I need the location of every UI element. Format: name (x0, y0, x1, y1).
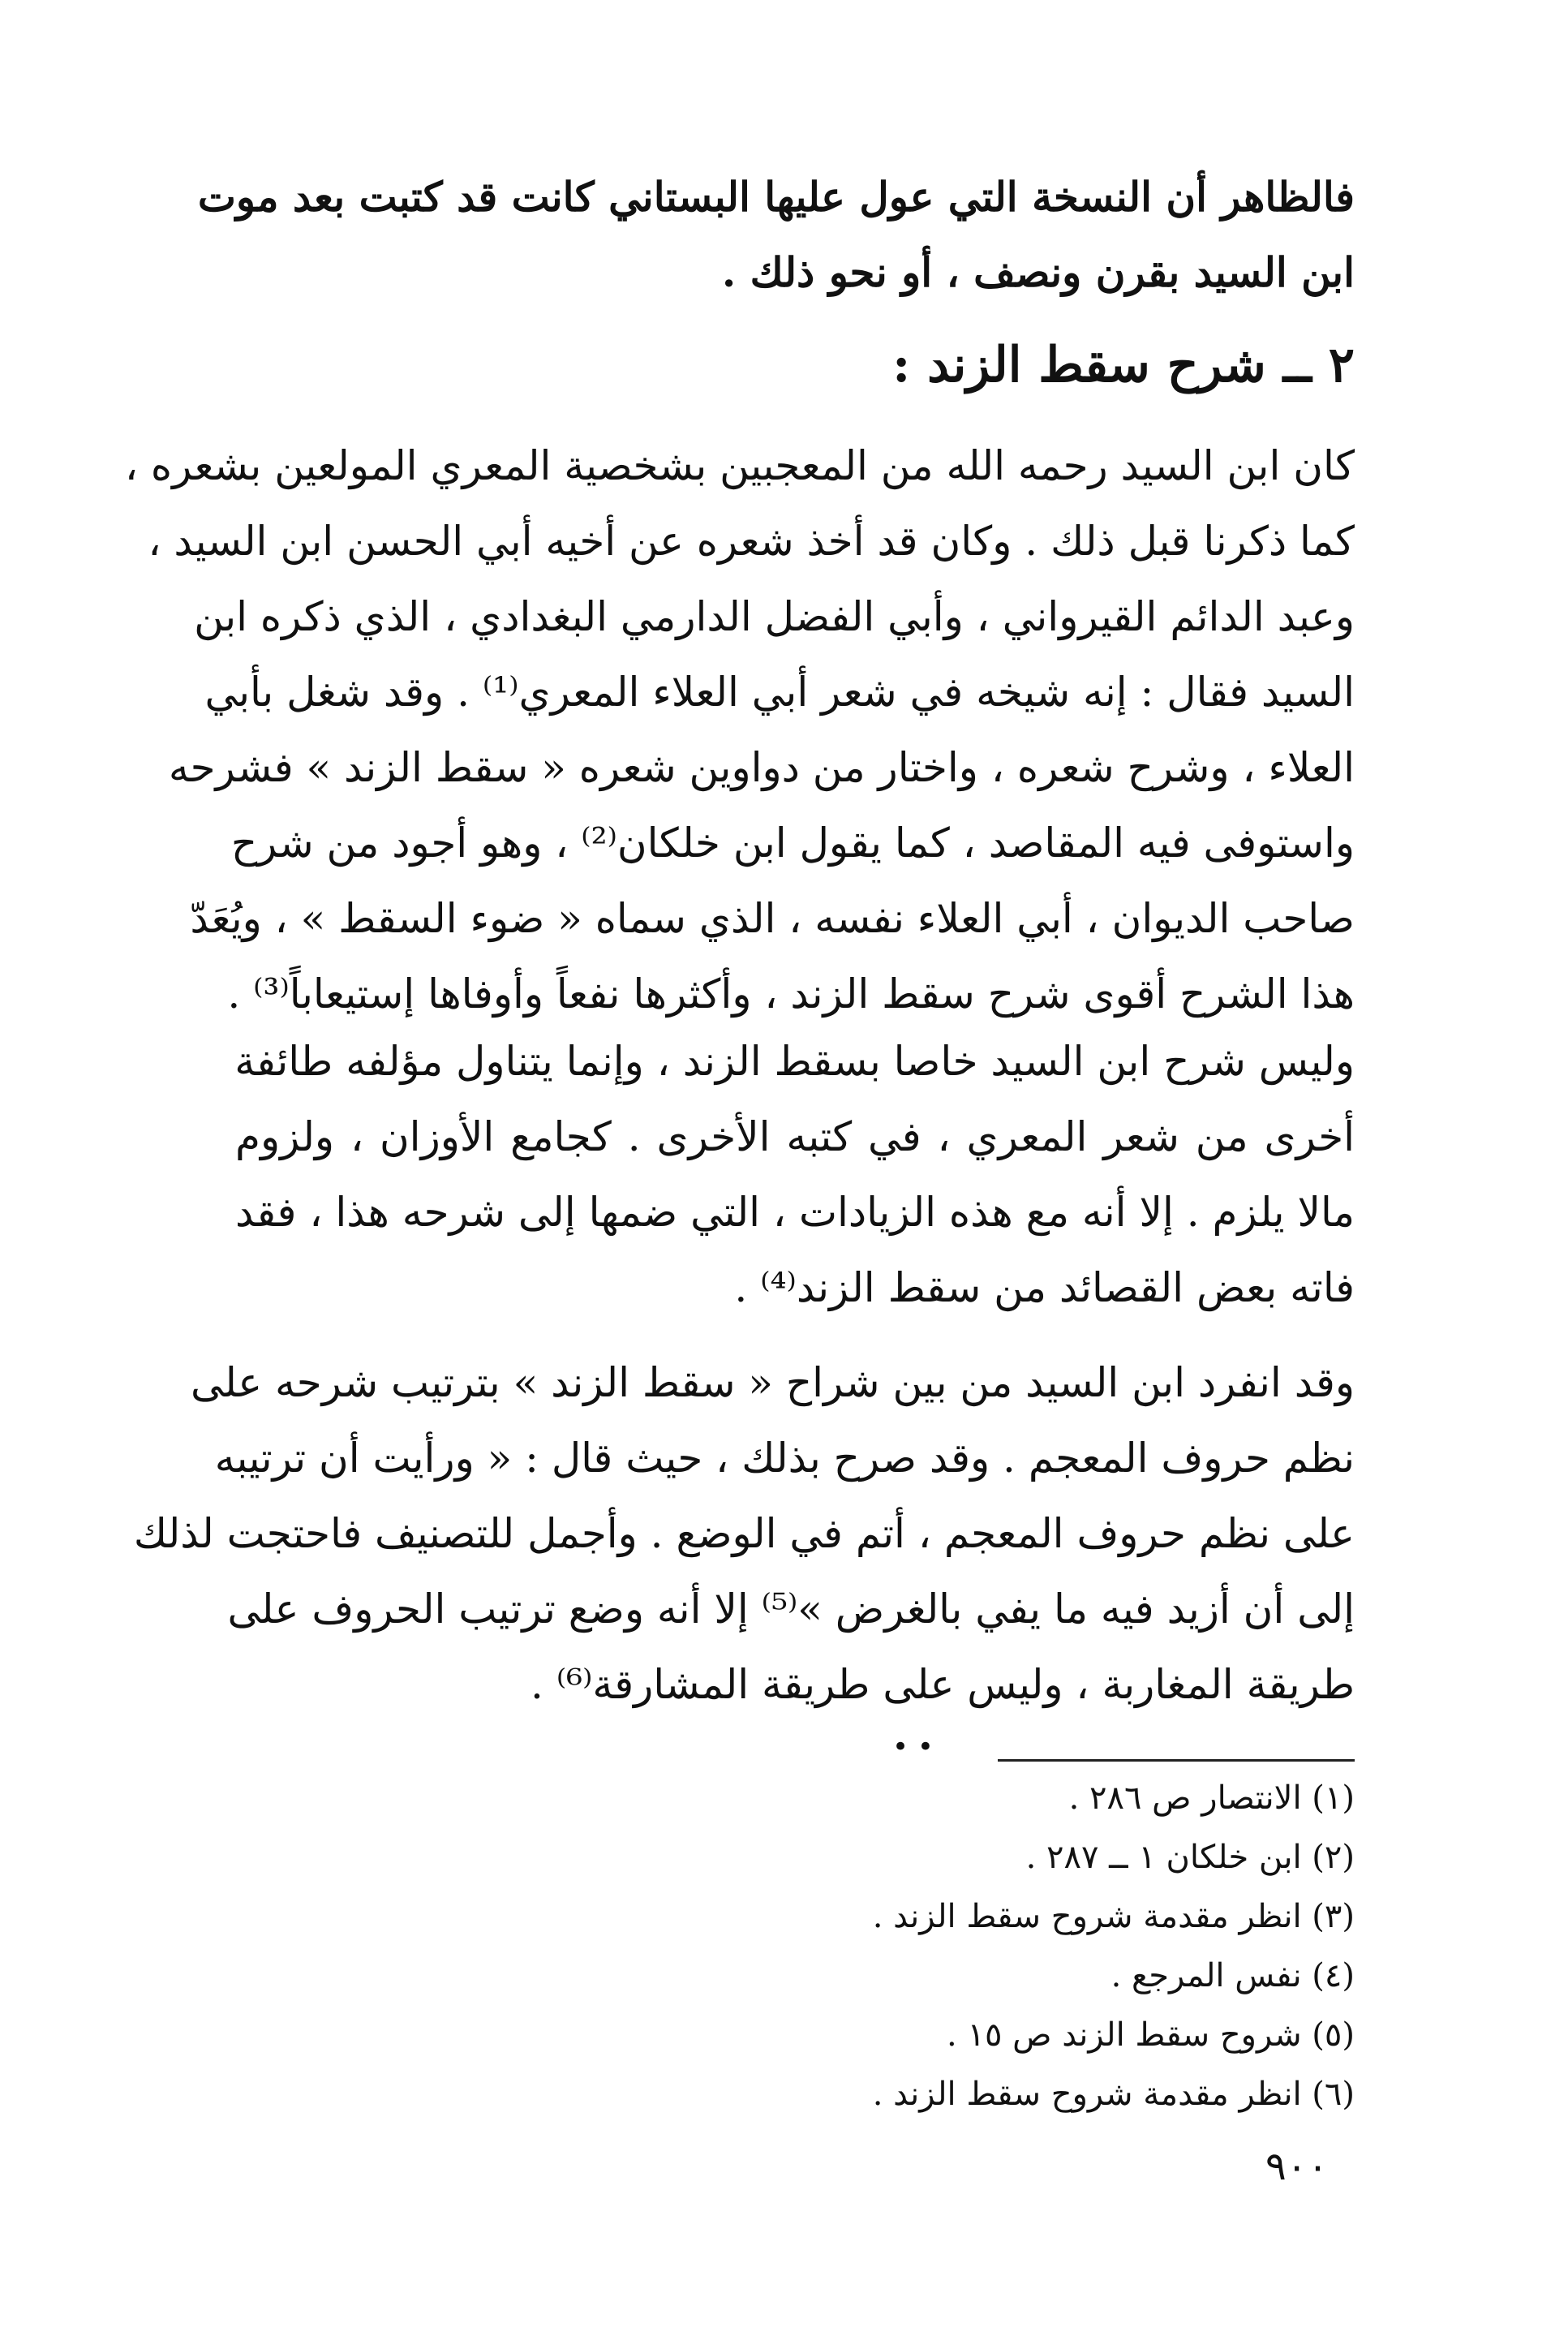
section-heading: ٢ ــ شرح سقط الزند : (892, 337, 1355, 394)
text-line: على نظم حروف المعجم ، أتم في الوضع . وأجمل للتصنيف فاحتجت لذلك (133, 1510, 1355, 1557)
text-line: فالظاهر أن النسخة التي عول عليها البستاني كانت قد كتبت بعد موت (197, 173, 1355, 221)
text-line: واستوفى فيه المقاصد ، كما يقول ابن خلكان⁽²⁾ ، وهو أجود من شرح (230, 820, 1355, 867)
text-line: نظم حروف المعجم . وقد صرح بذلك ، حيث قال : « ورأيت أن ترتيبه (214, 1435, 1355, 1482)
text-line: هذا الشرح أقوى شرح سقط الزند ، وأكثرها نفعاً وأوفاها إستيعاباً⁽³⁾ . (227, 970, 1355, 1018)
text-line: أخرى من شعر المعري ، في كتبه الأخرى . كجامع الأوزان ، ولزوم (235, 1113, 1355, 1160)
text-line: كان ابن السيد رحمه الله من المعجبين بشخصية المعري المولعين بشعره ، (124, 442, 1355, 489)
footnote-item: (٢) ابن خلكان ١ ــ ٢٨٧ . (1025, 1839, 1355, 1876)
text-line: وعبد الدائم القيرواني ، وأبي الفضل الدارمي البغدادي ، الذي ذكره ابن (194, 593, 1355, 640)
text-line: السيد فقال : إنه شيخه في شعر أبي العلاء المعري⁽¹⁾ . وقد شغل بأبي (204, 669, 1355, 716)
intro-paragraph (197, 159, 1355, 310)
footnote-separator (998, 1759, 1355, 1762)
paragraph-1 (124, 428, 1355, 1032)
text-line: صاحب الديوان ، أبي العلاء نفسه ، الذي سماه « ضوء السقط » ، ويُعَدّ (190, 895, 1355, 942)
text-line: إلى أن أزيد فيه ما يفي بالغرض »⁽⁵⁾ إلا أنه وضع ترتيب الحروف على (227, 1586, 1355, 1633)
footnote-item: (٤) نفس المرجع . (1110, 1957, 1355, 1994)
paragraph-3 (133, 1345, 1355, 1723)
footnote-item: (٦) انظر مقدمة شروح سقط الزند . (872, 2076, 1355, 2113)
text-line: طريقة المغاربة ، وليس على طريقة المشارقة⁽⁶⁾ . (531, 1661, 1355, 1708)
text-line: مالا يلزم . إلا أنه مع هذه الزيادات ، التي ضمها إلى شرحه هذا ، فقد (235, 1189, 1355, 1236)
text-line: كما ذكرنا قبل ذلك . وكان قد أخذ شعره عن أخيه أبي الحسن ابن السيد ، (148, 518, 1355, 565)
text-line: وقد انفرد ابن السيد من بين شراح « سقط الزند » بترتيب شرحه على (190, 1359, 1355, 1406)
paragraph-2 (235, 1024, 1355, 1326)
footnote-item: (٥) شروح سقط الزند ص ١٥ . (947, 2016, 1355, 2054)
text-line: فاته بعض القصائد من سقط الزند⁽⁴⁾ . (734, 1264, 1355, 1311)
page-number: ٩٠٠ (1265, 2144, 1329, 2189)
footnote-item: (١) الانتصار ص ٢٨٦ . (1068, 1779, 1355, 1817)
text-line: ابن السيد بقرن ونصف ، أو نحو ذلك . (721, 248, 1355, 296)
text-line: العلاء ، وشرح شعره ، واختار من دواوين شعره « سقط الزند » فشرحه (168, 744, 1355, 791)
footnote-item: (٣) انظر مقدمة شروح سقط الزند . (872, 1898, 1355, 1935)
text-line: وليس شرح ابن السيد خاصا بسقط الزند ، وإنما يتناول مؤلفه طائفة (234, 1038, 1355, 1085)
footnotes (730, 1769, 1355, 2124)
separator-dots: • • (892, 1731, 934, 1763)
